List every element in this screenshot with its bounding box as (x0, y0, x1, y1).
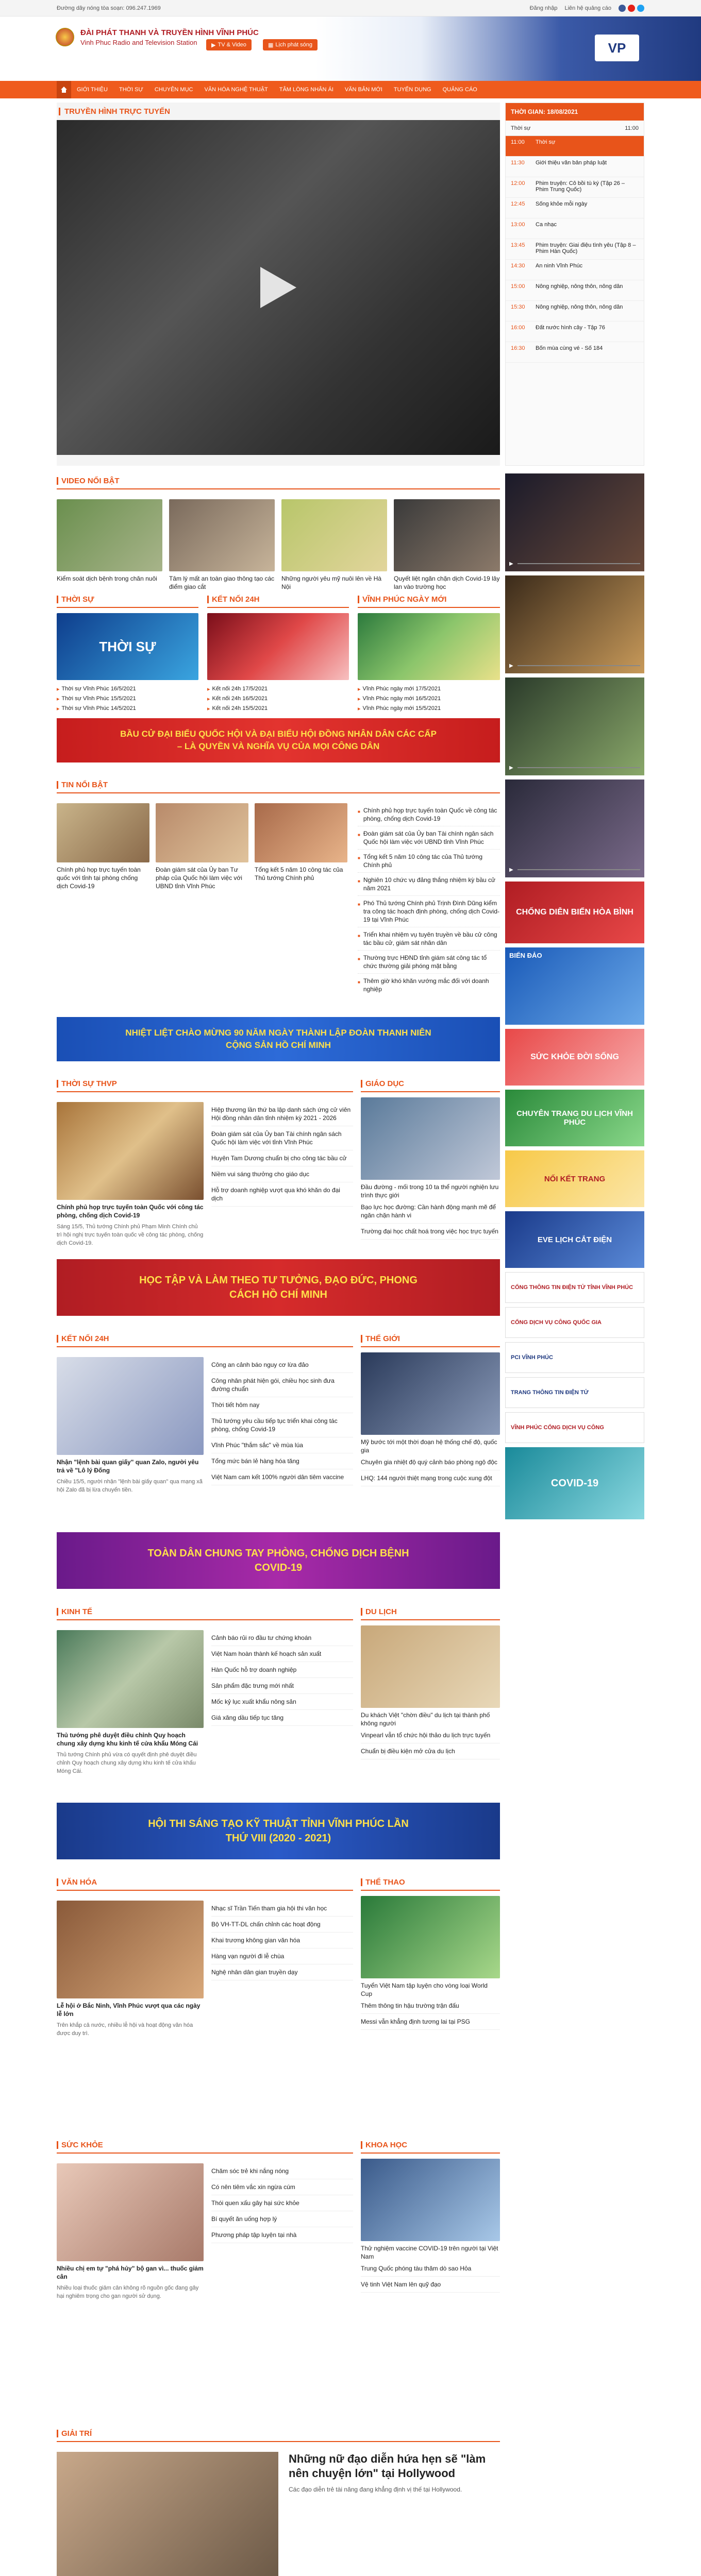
list-item[interactable]: Nhạc sĩ Trần Tiến tham gia hội thi văn học (211, 1901, 353, 1917)
vanhoa-title: VĂN HÓA (57, 1875, 353, 1891)
list-item[interactable]: ▸ Vĩnh Phúc ngày mới 17/5/2021 (358, 684, 500, 694)
election-banner[interactable]: BẦU CỬ ĐẠI BIỂU QUỐC HỘI VÀ ĐẠI BIỂU HỘI ĐỒNG NHÂN DÂN CÁC CẤP – LÀ QUYỀN VÀ NGHĨA VỤ CỦA MỌI CÔNG DÂN (57, 718, 500, 762)
list-item[interactable]: Phương pháp tập luyện tại nhà (211, 2227, 353, 2243)
thegioi-thumb[interactable] (361, 1352, 500, 1435)
list-item[interactable]: ▸ Thời sự Vĩnh Phúc 16/5/2021 (57, 684, 198, 694)
list-item[interactable]: Công nhân phát hiện gói, chiều học sinh đưa đường chuẩn (211, 1373, 353, 1397)
suckhoe-section (57, 2138, 353, 2159)
topbar-right (530, 5, 644, 12)
kinhte-list (211, 1630, 353, 1726)
video-thumb (169, 499, 275, 571)
thethao-list (361, 1998, 500, 2030)
nav-item-quang-cao[interactable]: QUẢNG CÁO (442, 87, 477, 93)
news-thumb (255, 803, 347, 862)
schedule-panel (505, 103, 644, 466)
main-news-desc: Nhiều loại thuốc giảm cân không rõ nguồn gốc đang gây hại nghiêm trọng cho gan người sử dụng. (57, 2285, 199, 2299)
schedule-time: 13:45 (511, 242, 525, 248)
news-caption: Đoàn giám sát của Ủy ban Tư pháp của Quốc hội làm việc với UBND tỉnh Vĩnh Phúc (156, 866, 242, 890)
list-item[interactable]: Việt Nam cam kết 100% người dân tiêm vaccine (211, 1469, 353, 1485)
schedule-program: Đất nước hình cây - Tập 76 (536, 325, 605, 331)
ad-tourism[interactable]: CHUYÊN TRANG DU LỊCH VĨNH PHÚC (505, 1090, 644, 1146)
giaitri-section (57, 2426, 500, 2447)
schedule-program: An ninh Vĩnh Phúc (536, 263, 583, 269)
link-national-services[interactable]: CỔNG DỊCH VỤ CÔNG QUỐC GIA (505, 1307, 644, 1338)
list-item[interactable]: ■ Triển khai nhiệm vụ tuyên truyền về bầu cử công tác bầu cử, giám sát nhân dân (358, 927, 500, 951)
main-news-title: Thủ tướng phê duyệt điều chỉnh Quy hoạch chung xây dựng khu kinh tế cửa khẩu Móng Cái (57, 1732, 198, 1747)
khoahoc-caption[interactable]: Thử nghiệm vaccine COVID-19 trên người tại Việt Nam (361, 2245, 498, 2260)
list-item[interactable]: ▸ Thời sự Vĩnh Phúc 15/5/2021 (57, 694, 198, 704)
main-news-title: Lễ hội ở Bắc Ninh, Vĩnh Phúc vượt qua các ngày lễ lớn (57, 2002, 201, 2018)
schedule-row[interactable] (506, 260, 644, 280)
play-icon[interactable]: ▶ (509, 561, 513, 567)
list-item[interactable]: Công an cảnh báo nguy cơ lừa đảo (211, 1357, 353, 1373)
nav-item-thoi-su[interactable]: THỜI SỰ (119, 87, 143, 93)
video-caption: Tâm lý mất an toàn giao thông tạo các điểm giao cắt (169, 575, 275, 590)
ho-chi-minh-banner[interactable]: HỌC TẬP VÀ LÀM THEO TƯ TƯỞNG, ĐẠO ĐỨC, PHONG CÁCH HỒ CHÍ MINH (57, 1259, 500, 1316)
news-card[interactable] (156, 803, 248, 890)
giaitri-main-desc: Các đạo diễn trẻ tài năng đang khẳng định vị thế tại Hollywood. (289, 2486, 462, 2493)
giaitri-main-title[interactable]: Những nữ đạo diễn hứa hẹn sẽ "làm nên chuyện lớn" tại Hollywood (289, 2452, 486, 2480)
schedule-program: Phim truyện: Giai điệu tình yêu (Tập 8 – Phim Hàn Quốc) (536, 242, 636, 255)
emblem-icon (56, 28, 74, 46)
kinhte-section (57, 1604, 353, 1625)
schedule-row[interactable] (506, 136, 644, 157)
thegioi-list (361, 1454, 500, 1486)
thoisu-column (57, 592, 198, 714)
main-news-desc: Sáng 15/5, Thủ tướng Chính phủ Phạm Minh Chính chủ trì hội nghị trực tuyến toàn quốc về công tác phòng, chống dịch Covid-19. (57, 1224, 204, 1246)
video-caption: Quyết liệt ngăn chặn dịch Covid-19 lây lan vào trường học (394, 575, 500, 590)
video-caption: Kiểm soát dịch bệnh trong chăn nuôi (57, 575, 157, 582)
news-caption: Tổng kết 5 năm 10 công tác của Thủ tướng Chính phủ (255, 866, 343, 882)
schedule-program: Phim truyện: Cô bồi tù ký (Tập 26 – Phim Trung Quốc) (536, 180, 625, 193)
news-card[interactable] (255, 803, 347, 882)
ketnoi-title: KẾT NỐI 24H (207, 592, 349, 608)
main-news-desc: Chiều 15/5, người nhận "lệnh bài giấy quan" qua mạng xã hội Zalo đã bị lừa chuyển tiền. (57, 1479, 203, 1493)
schedule-program: Nông nghiệp, nông thôn, nông dân (536, 304, 623, 310)
home-icon[interactable] (57, 81, 71, 98)
nav-item-gioi-thieu[interactable]: GIỚI THIỆU (77, 87, 108, 93)
ketnoi24-section (57, 1331, 353, 1352)
schedule-program: Sống khỏe mỗi ngày (536, 201, 588, 207)
ad-power-schedule[interactable]: EVE LỊCH CẮT ĐIỆN (505, 1211, 644, 1268)
play-icon[interactable]: ▶ (509, 867, 513, 873)
kinhte-title: KINH TẾ (57, 1604, 353, 1620)
list-item[interactable]: Hàng vạn người đi lễ chùa (211, 1948, 353, 1964)
calendar-icon: ▦ (268, 42, 274, 48)
thoisu-thvp-main[interactable] (57, 1102, 204, 1247)
link-pci[interactable]: PCI VĨNH PHÚC (505, 1342, 644, 1373)
dulich-title: DU LỊCH (361, 1604, 500, 1620)
list-item[interactable]: Chuyên gia nhiệt độ quý cảnh báo phòng ngộ độc (361, 1454, 500, 1470)
news-thumb (57, 803, 149, 862)
schedule-time: 14:30 (511, 263, 525, 269)
list-item[interactable]: Bí quyết ăn uống hợp lý (211, 2211, 353, 2227)
list-item[interactable]: Trường đại học chất hoá trong việc học trực tuyến (361, 1224, 500, 1240)
list-item[interactable]: Mốc kỷ lục xuất khẩu nông sản (211, 1694, 353, 1710)
giaoduc-thumb[interactable] (361, 1097, 500, 1180)
thethao-section (361, 1875, 500, 2030)
list-item[interactable]: Đoàn giám sát của Ủy ban Tài chính ngân sách Quốc hội làm việc với tỉnh Vĩnh Phúc (211, 1126, 353, 1150)
schedule-row[interactable] (506, 157, 644, 177)
schedule-current: Thời sự 11:00 (506, 121, 644, 136)
list-item[interactable]: ▸ Thời sự Vĩnh Phúc 14/5/2021 (57, 704, 198, 714)
youtube-icon[interactable] (628, 5, 635, 12)
dulich-caption[interactable]: Du khách Việt "chờn điều" du lịch tại thành phố không người (361, 1711, 490, 1727)
list-item[interactable]: ■ Nghiên 10 chức vụ đảng thắng nhiệm kỳ bầu cử năm 2021 (358, 873, 500, 896)
ketnoi-column (207, 592, 349, 714)
schedule-time: 11:00 (511, 139, 525, 145)
ketnoi24-list (211, 1357, 353, 1485)
list-item[interactable]: Hàn Quốc hỗ trợ doanh nghiệp (211, 1662, 353, 1678)
vpngaymoi-list (358, 684, 500, 714)
register-link[interactable]: Liên hệ quảng cáo (564, 5, 611, 11)
tinnoibat-title: TIN NỔI BẬT (57, 777, 500, 793)
list-item[interactable]: Vệ tinh Việt Nam lên quỹ đạo (361, 2277, 500, 2293)
nav-item-chuyen-muc[interactable]: CHUYÊN MỤC (154, 87, 193, 93)
ketnoi-list (207, 684, 349, 714)
list-item[interactable]: Bạo lực học đường: Cần hành động mạnh mẽ để ngăn chặn hành vi (361, 1199, 500, 1224)
tinnoibat-list (358, 803, 500, 996)
list-item[interactable]: Vinpearl vẫn tổ chức hội thảo du lịch trực tuyến (361, 1727, 500, 1743)
thethao-thumb[interactable] (361, 1896, 500, 1978)
schedule-row[interactable] (506, 218, 644, 239)
covid-banner[interactable]: TOÀN DÂN CHUNG TAY PHÒNG, CHỐNG DỊCH BỆNH COVID-19 (57, 1532, 500, 1589)
ketnoi-thumb[interactable] (207, 613, 349, 680)
main-news-thumb (57, 1102, 204, 1200)
giaoduc-section (361, 1076, 500, 1240)
schedule-row[interactable] (506, 280, 644, 301)
list-item[interactable]: Việt Nam hoàn thành kế hoạch sản xuất (211, 1646, 353, 1662)
main-news-thumb (57, 1630, 204, 1728)
list-item[interactable]: ▸ Vĩnh Phúc ngày mới 16/5/2021 (358, 694, 500, 704)
schedule-program: Thời sự (536, 139, 556, 145)
news-caption: Chính phủ họp trực tuyến toàn quốc với tỉnh tại phòng chống dịch Covid-19 (57, 866, 141, 890)
site-header (0, 16, 701, 81)
list-item[interactable]: ■ Thêm giờ khó khăn vướng mắc đối với doanh nghiệp (358, 974, 500, 996)
list-item[interactable]: Giá xăng dầu tiếp tục tăng (211, 1710, 353, 1726)
nav-item-tam-long[interactable]: TÂM LÒNG NHÂN ÁI (279, 87, 333, 93)
schedule-title: THỜI GIAN: 18/08/2021 (506, 103, 644, 121)
list-item[interactable]: Thủ tướng yêu cầu tiếp tục triển khai công tác phòng, chống Covid-19 (211, 1413, 353, 1437)
list-item[interactable]: Tổng mức bán lẻ hàng hóa tăng (211, 1453, 353, 1469)
facebook-icon[interactable] (619, 5, 626, 12)
main-news-title: Chính phủ họp trực tuyến toàn Quốc với công tác phòng, chống dịch Covid-19 (57, 1204, 204, 1219)
list-item[interactable]: Cảnh báo rủi ro đầu tư chứng khoán (211, 1630, 353, 1646)
giaitri-title: GIẢI TRÍ (57, 2426, 500, 2442)
giaitri-main-text (289, 2452, 500, 2576)
nav-item-van-hoa[interactable]: VĂN HÓA NGHỆ THUẬT (204, 87, 268, 93)
tinnoibat-section (57, 777, 500, 799)
thethao-title: THỂ THAO (361, 1875, 500, 1891)
list-item[interactable]: Trung Quốc phóng tàu thăm dò sao Hỏa (361, 2261, 500, 2277)
list-item[interactable]: Thêm thông tin hậu trường trận đấu (361, 1998, 500, 2014)
sidebar-video[interactable] (505, 677, 644, 775)
vpngaymoi-thumb[interactable] (358, 613, 500, 680)
vanhoa-list (211, 1901, 353, 1980)
ad-covid[interactable]: COVID-19 (505, 1447, 644, 1519)
ad-anti-subversion[interactable]: CHỐNG DIỄN BIẾN HÒA BÌNH (505, 882, 644, 943)
live-player[interactable] (57, 120, 500, 455)
vanhoa-section (57, 1875, 353, 1896)
thegioi-caption[interactable]: Mỹ bước tới một thời đoạn hệ thống chế độ, quốc gia (361, 1438, 497, 1454)
list-item[interactable]: Niềm vui sáng thưởng cho giáo dục (211, 1166, 353, 1182)
link-info-portal[interactable]: TRANG THÔNG TIN ĐIỆN TỬ (505, 1377, 644, 1408)
giaitri-main-thumb[interactable] (57, 2452, 278, 2576)
main-news-title: Nhiều chị em tự "phá hủy" bộ gan vì... thuốc giảm cân (57, 2265, 204, 2280)
main-news-thumb (57, 2163, 204, 2261)
list-item[interactable]: ▸ Vĩnh Phúc ngày mới 15/5/2021 (358, 704, 500, 714)
video-caption: Những người yêu mỹ nuôi lên về Hà Nội (281, 575, 382, 590)
list-item[interactable]: Thời tiết hôm nay (211, 1397, 353, 1413)
list-item[interactable]: Bộ VH-TT-DL chấn chỉnh các hoạt động (211, 1917, 353, 1933)
schedule-time: 15:00 (511, 283, 525, 290)
giaoduc-caption[interactable]: Đầu đường - mối trong 10 ta thể người nghiện lưu trình thực giới (361, 1183, 499, 1199)
schedule-row[interactable] (506, 198, 644, 218)
schedule-row[interactable] (506, 239, 644, 260)
nav-item-van-ban[interactable]: VĂN BẢN MỚI (344, 87, 382, 93)
schedule-row[interactable] (506, 301, 644, 321)
thoisu-thvp-title: THỜI SỰ THVP (57, 1076, 353, 1092)
sidebar-video[interactable] (505, 473, 644, 571)
thoisu-list (57, 684, 198, 714)
list-item[interactable]: Hỗ trợ doanh nghiệp vượt qua khó khăn do đại dịch (211, 1182, 353, 1207)
vpngaymoi-title: VĨNH PHÚC NGÀY MỚI (358, 592, 500, 608)
main-nav (0, 81, 701, 98)
video-thumb (281, 499, 387, 571)
dulich-section (361, 1604, 500, 1759)
social-icons (619, 5, 644, 12)
link-public-services[interactable]: VĨNH PHÚC CỔNG DỊCH VỤ CÔNG (505, 1412, 644, 1443)
tv-icon: ▶ (211, 42, 216, 48)
list-item[interactable]: Chăm sóc trẻ khi nắng nóng (211, 2163, 353, 2179)
schedule-time: 15:30 (511, 304, 525, 310)
twitter-icon[interactable] (637, 5, 644, 12)
list-item[interactable]: ■ Đoàn giám sát của Ủy ban Tài chính ngân sách Quốc hội làm việc với UBND tỉnh Vĩnh Phúc (358, 826, 500, 850)
youth-union-banner[interactable]: NHIỆT LIỆT CHÀO MỪNG 90 NĂM NGÀY THÀNH LẬP ĐOÀN THANH NIÊN CỘNG SẢN HỒ CHÍ MINH (57, 1017, 500, 1061)
vp-logo: VP (595, 35, 639, 61)
kinhte-main[interactable] (57, 1630, 204, 1775)
video-thumb (394, 499, 500, 571)
list-item[interactable]: Messi vẫn khẳng định tương lai tại PSG (361, 2014, 500, 2030)
suckhoe-main[interactable] (57, 2163, 204, 2300)
sidebar-video[interactable] (505, 779, 644, 877)
list-item[interactable]: LHQ: 144 người thiệt mạng trong cuộc xung đột (361, 1470, 500, 1486)
vanhoa-main[interactable] (57, 1901, 204, 2038)
play-icon[interactable]: ▶ (509, 663, 513, 669)
giaoduc-list (361, 1199, 500, 1240)
main-news-title: Nhận "lệnh bài quan giấy" quan Zalo, người yêu trả về "Lô lý Đống (57, 1459, 199, 1474)
live-tv-title: TRUYỀN HÌNH TRỰC TUYẾN (57, 103, 500, 120)
news-thumb (156, 803, 248, 862)
schedule-time: 12:45 (511, 201, 525, 207)
schedule-time: 12:00 (511, 180, 525, 187)
list-item[interactable]: Nghệ nhân dân gian truyền dạy (211, 1964, 353, 1980)
schedule-list (506, 136, 644, 363)
schedule-program: Giới thiệu văn bản pháp luật (536, 160, 607, 166)
schedule-row[interactable] (506, 342, 644, 363)
schedule-row[interactable] (506, 177, 644, 198)
list-item[interactable]: Chuẩn bị điều kiện mở cửa du lịch (361, 1743, 500, 1759)
right-sidebar (505, 473, 644, 1523)
video-thumb (57, 499, 162, 571)
dulich-list (361, 1727, 500, 1759)
thoisu-thvp-list (211, 1102, 353, 1207)
thoisu-title: THỜI SỰ (57, 592, 198, 608)
list-item[interactable]: ■ Tổng kết 5 năm 10 công tác của Thủ tướng Chính phủ (358, 850, 500, 873)
khoahoc-thumb[interactable] (361, 2159, 500, 2241)
thegioi-section (361, 1331, 500, 1486)
live-tv-section (57, 103, 500, 466)
schedule-time: 11:30 (511, 160, 525, 166)
main-news-thumb (57, 1901, 204, 1998)
khoahoc-section (361, 2138, 500, 2293)
list-item[interactable]: ■ Chính phủ họp trực tuyến toàn Quốc về công tác phòng, chống dịch Covid-19 (358, 803, 500, 826)
play-icon[interactable] (258, 264, 299, 311)
thoisu-thvp-section (57, 1076, 353, 1097)
schedule-time: 16:00 (511, 325, 525, 331)
station-name-en: Vinh Phuc Radio and Television Station (80, 38, 197, 46)
hotline-text: Đường dây nóng tòa soạn: 096.247.1969 (57, 5, 161, 11)
list-item[interactable]: Khai trương không gian văn hóa (211, 1933, 353, 1948)
station-name: ĐÀI PHÁT THANH VÀ TRUYỀN HÌNH VĨNH PHÚC (80, 28, 259, 37)
ketnoi24-title: KẾT NỐI 24H (57, 1331, 353, 1347)
schedule-program: Ca nhạc (536, 222, 557, 228)
video-card[interactable] (394, 499, 500, 591)
video-card[interactable] (57, 499, 162, 583)
khoahoc-list (361, 2261, 500, 2293)
schedule-button[interactable]: ▦ Lịch phát sóng (263, 39, 318, 50)
suckhoe-list (211, 2163, 353, 2243)
thoisu-thumb[interactable]: THỜI SỰ (57, 613, 198, 680)
list-item[interactable]: ■ Thường trực HĐND tỉnh giám sát công tác tổ chức thường giải phóng mặt bằng (358, 951, 500, 974)
innovation-contest-banner[interactable]: HỘI THI SÁNG TẠO KỸ THUẬT TỈNH VĨNH PHÚC LẦN THỨ VIII (2020 - 2021) (57, 1803, 500, 1859)
sidebar-video[interactable] (505, 575, 644, 673)
ad-health[interactable]: SỨC KHỎE ĐỜI SỐNG (505, 1029, 644, 1086)
video-card[interactable] (169, 499, 275, 591)
giaoduc-title: GIÁO DỤC (361, 1076, 500, 1092)
list-item[interactable]: Huyện Tam Dương chuẩn bị cho công tác bầu cử (211, 1150, 353, 1166)
video-section-title: VIDEO NỔI BẬT (57, 473, 500, 489)
thegioi-title: THẾ GIỚI (361, 1331, 500, 1347)
ketnoi24-main[interactable] (57, 1357, 204, 1494)
vpngaymoi-column (358, 592, 500, 714)
dulich-thumb[interactable] (361, 1625, 500, 1708)
list-item[interactable]: ▸ Kết nối 24h 16/5/2021 (207, 694, 349, 704)
list-item[interactable]: Hiệp thương lần thứ ba lập danh sách ứng cử viên Hội đồng nhân dân tỉnh nhiệm kỳ 2021 - 2026 (211, 1102, 353, 1126)
main-content (57, 103, 644, 2576)
list-item[interactable]: Thói quen xấu gây hại sức khỏe (211, 2195, 353, 2211)
video-card[interactable] (281, 499, 387, 591)
ad-links[interactable]: NỐI KẾT TRANG (505, 1150, 644, 1207)
khoahoc-title: KHOA HỌC (361, 2138, 500, 2154)
list-item[interactable]: ■ Phó Thủ tướng Chính phủ Trịnh Đình Dũng kiểm tra công tác hoạch định phòng, chống dịch Covid-19 tại Vĩnh Phúc (358, 896, 500, 927)
schedule-program: Bốn mùa cùng vé - Số 184 (536, 345, 603, 351)
main-news-desc: Thủ tướng Chính phủ vừa có quyết định phê duyệt điều chỉnh Quy hoạch chung xây dựng khu kinh tế cửa khẩu Móng Cái. (57, 1752, 197, 1774)
schedule-row[interactable] (506, 321, 644, 342)
ad-sea-islands[interactable]: BIỂN ĐẢO (505, 947, 644, 1025)
schedule-time: 13:00 (511, 222, 525, 228)
top-bar (0, 0, 701, 16)
link-provincial-portal[interactable]: CỔNG THÔNG TIN ĐIỆN TỬ TỈNH VĨNH PHÚC (505, 1272, 644, 1303)
thethao-caption[interactable]: Tuyển Việt Nam tập luyện cho vòng loại World Cup (361, 1982, 488, 1997)
nav-item-tuyen-dung[interactable]: TUYỂN DỤNG (393, 87, 431, 93)
list-item[interactable]: ▸ Kết nối 24h 17/5/2021 (207, 684, 349, 694)
list-item[interactable]: ▸ Kết nối 24h 15/5/2021 (207, 704, 349, 714)
news-card[interactable] (57, 803, 149, 890)
schedule-time: 16:30 (511, 345, 525, 351)
list-item[interactable]: Sản phẩm đặc trưng mới nhất (211, 1678, 353, 1694)
video-section (57, 473, 500, 495)
schedule-program: Nông nghiệp, nông thôn, nông dân (536, 283, 623, 290)
main-news-thumb (57, 1357, 204, 1455)
login-link[interactable]: Đăng nhập (529, 5, 558, 11)
list-item[interactable]: Vĩnh Phúc "thắm sắc" về mùa lúa (211, 1437, 353, 1453)
list-item[interactable]: Có nên tiêm vắc xin ngừa cúm (211, 2179, 353, 2195)
main-news-desc: Trên khắp cả nước, nhiều lễ hội và hoạt động văn hóa được duy trì. (57, 2022, 193, 2037)
suckhoe-title: SỨC KHỎE (57, 2138, 353, 2154)
play-icon[interactable]: ▶ (509, 765, 513, 771)
tv-video-button[interactable]: ▶ TV & Video (206, 39, 252, 50)
